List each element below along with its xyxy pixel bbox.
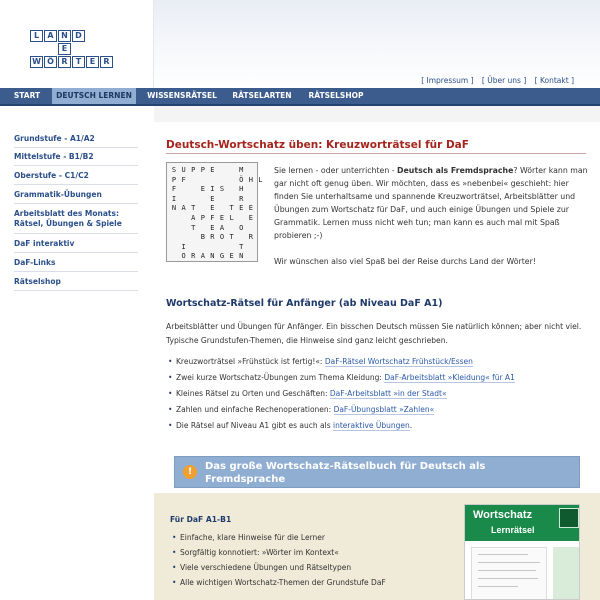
divider bbox=[14, 147, 138, 148]
cover-side-panel bbox=[553, 547, 579, 600]
divider bbox=[166, 153, 586, 154]
list-item: • Sorgfältig konnotiert: »Wörter im Kontext« bbox=[180, 548, 440, 557]
logo-area bbox=[0, 0, 154, 88]
main-content bbox=[154, 106, 600, 600]
cover-text-line bbox=[478, 562, 540, 563]
crossword-letter: E bbox=[248, 204, 253, 213]
book-banner[interactable] bbox=[174, 456, 580, 488]
main-nav bbox=[0, 88, 600, 106]
crossword-image bbox=[166, 162, 263, 262]
nav-start[interactable]: START bbox=[13, 91, 41, 100]
list-item-text: Die Rätsel auf Niveau A1 gibt es auch als bbox=[176, 421, 333, 430]
logo-letter: Ö bbox=[44, 56, 57, 68]
logo-letter: N bbox=[58, 30, 71, 42]
crossword-letter: E bbox=[239, 204, 244, 213]
list-item-tail: . bbox=[409, 421, 413, 430]
crossword-letter: R bbox=[191, 252, 196, 261]
cover-text-line bbox=[478, 570, 536, 571]
crossword-letter: A bbox=[219, 223, 225, 232]
crossword-letter: E bbox=[210, 204, 215, 213]
cover-text-line bbox=[478, 554, 528, 555]
divider bbox=[14, 184, 138, 185]
impressum-link[interactable]: [ Impressum ] bbox=[421, 76, 474, 85]
crossword-letter: R bbox=[210, 233, 215, 242]
site-logo[interactable] bbox=[30, 30, 124, 70]
nav-deutsch-lernen[interactable]: DEUTSCH LERNEN bbox=[52, 88, 136, 104]
crossword-letter: E bbox=[248, 214, 253, 222]
divider bbox=[14, 233, 138, 234]
crossword-letter: S bbox=[171, 166, 177, 174]
logo-letter: D bbox=[72, 30, 85, 42]
book-section bbox=[154, 493, 600, 600]
cover-grid-icon bbox=[559, 508, 579, 528]
crossword-letter: H bbox=[239, 185, 244, 194]
book-level-heading: Für DaF A1-B1 bbox=[170, 515, 232, 524]
list-item-link[interactable]: DaF-Arbeitsblatt »in der Stadt« bbox=[329, 389, 447, 398]
book-cover-image[interactable] bbox=[464, 504, 580, 600]
crossword-letter: P bbox=[191, 166, 196, 174]
list-item-link[interactable]: DaF-Rätsel Wortschatz Frühstück/Essen bbox=[324, 357, 473, 366]
crossword-letter: R bbox=[248, 233, 253, 242]
cover-text-line bbox=[478, 578, 538, 579]
list-item: • Viele verschiedene Übungen und Rätseltypen bbox=[180, 563, 440, 572]
sidebar-item-arbeitsblatt-sub[interactable]: Rätsel, Übungen & Spiele bbox=[14, 219, 122, 228]
crossword-letter: N bbox=[171, 204, 177, 213]
intro-text-rest: ? Wörter kann man gar nicht oft genug üben. Wir möchten, dass es »nebenbei« geschieht: hier finden Sie unterhaltsame und spannende Kreuzworträtsel, Arbeitsblätter und Übungen zum Wortschatz für DaF, und auch einige Übungen und Spiele zur Grammatik. Lernen muss nicht weh tun; man kann es auch mal mit Spaß probieren ;-) bbox=[274, 166, 588, 240]
list-item-link[interactable]: interaktive Übungen bbox=[333, 421, 410, 430]
crossword-letter: T bbox=[191, 223, 196, 232]
crossword-letter: E bbox=[210, 194, 215, 203]
crossword-letter: P bbox=[171, 175, 177, 184]
crossword-letter: A bbox=[181, 204, 186, 213]
crossword-letter: E bbox=[200, 185, 205, 194]
top-links bbox=[415, 76, 574, 85]
cover-page bbox=[471, 547, 547, 600]
list-item bbox=[176, 405, 586, 415]
crossword-letter: I bbox=[181, 242, 186, 251]
divider bbox=[14, 203, 138, 204]
crossword-letter: P bbox=[200, 214, 205, 222]
crossword-letter: F bbox=[181, 175, 186, 184]
about-link[interactable]: [ Über uns ] bbox=[481, 76, 527, 85]
list-item bbox=[176, 373, 586, 383]
nav-raetselshop[interactable]: RÄTSELSHOP bbox=[308, 91, 364, 100]
crossword-letter: H bbox=[248, 175, 253, 184]
crossword-letter: U bbox=[181, 166, 186, 174]
book-title: Das große Wortschatz-Rätselbuch für Deutsch als Fremdsprache bbox=[205, 461, 486, 485]
cover-title: Wortschatz bbox=[473, 509, 533, 521]
divider bbox=[14, 290, 138, 291]
crossword-letter: R bbox=[239, 194, 244, 203]
crossword-letter: L bbox=[258, 175, 263, 184]
list-item: • Einfache, klare Hinweise für die Lerner bbox=[180, 533, 440, 542]
sidebar-item-grundstufe[interactable]: Grundstufe - A1/A2 bbox=[14, 134, 95, 143]
intro-bold: Deutsch als Fremdsprache bbox=[397, 166, 514, 175]
crossword-letter: I bbox=[171, 194, 177, 203]
section-heading: Wortschatz-Rätsel für Anfänger (ab Niveau DaF A1) bbox=[166, 298, 443, 309]
list-item bbox=[176, 421, 586, 431]
crossword-letter: F bbox=[171, 185, 177, 194]
logo-letter: L bbox=[30, 30, 43, 42]
cover-text-line bbox=[478, 586, 518, 587]
crossword-letter: O bbox=[239, 223, 244, 232]
crossword-letter: O bbox=[219, 233, 225, 242]
sidebar-item-mittelstufe[interactable]: Mittelstufe - B1/B2 bbox=[14, 152, 94, 161]
logo-letter: R bbox=[58, 56, 71, 68]
crossword-letter: N bbox=[210, 252, 215, 261]
intro-text-part: Sie lernen - oder unterrichten - bbox=[274, 166, 398, 175]
sidebar bbox=[0, 106, 154, 600]
crossword-letter: T bbox=[191, 204, 196, 213]
cover-header bbox=[465, 505, 580, 541]
cover-subtitle: Lernrätsel bbox=[491, 525, 535, 535]
crossword-letter: G bbox=[219, 252, 225, 261]
crossword-letter: O bbox=[181, 252, 186, 261]
list-item-link[interactable]: DaF-Arbeitsblatt »Kleidung« für A1 bbox=[384, 373, 515, 382]
intro-text bbox=[274, 164, 592, 242]
nav-wissensraetsel[interactable]: WISSENSRÄTSEL bbox=[147, 91, 217, 100]
crossword-letter: I bbox=[210, 185, 215, 194]
logo-letter: T bbox=[72, 56, 85, 68]
sidebar-item-oberstufe[interactable]: Oberstufe - C1/C2 bbox=[14, 171, 89, 180]
crossword-letter: A bbox=[191, 214, 196, 222]
crossword-letter: S bbox=[219, 185, 225, 194]
crossword-letter: B bbox=[200, 233, 205, 242]
sidebar-item-arbeitsblatt[interactable]: Arbeitsblatt des Monats: bbox=[14, 209, 119, 218]
crossword-letter: E bbox=[219, 214, 225, 222]
contact-link[interactable]: [ Kontakt ] bbox=[534, 76, 574, 85]
crossword-letter: N bbox=[239, 252, 244, 261]
logo-letter: A bbox=[44, 30, 57, 42]
sidebar-item-grammatik[interactable]: Grammatik-Übungen bbox=[14, 190, 102, 199]
list-item-link[interactable]: DaF-Übungsblatt »Zahlen« bbox=[333, 405, 435, 414]
intro-wish: Wir wünschen also viel Spaß bei der Reise durchs Land der Wörter! bbox=[274, 257, 536, 266]
crossword-letter: E bbox=[210, 166, 215, 174]
crossword-letter: T bbox=[229, 233, 234, 242]
page-title: Deutsch-Wortschatz üben: Kreuzworträtsel für DaF bbox=[166, 139, 469, 151]
list-item bbox=[176, 389, 586, 399]
crossword-letter: F bbox=[210, 214, 215, 222]
nav-raetselarten[interactable]: RÄTSELARTEN bbox=[232, 91, 292, 100]
crossword-letter: P bbox=[200, 166, 205, 174]
list-item-text: Kleines Rätsel zu Orten und Geschäften: bbox=[176, 389, 330, 398]
logo-letter: E bbox=[86, 56, 99, 68]
list-item bbox=[176, 357, 586, 367]
crossword-letter: E bbox=[229, 252, 234, 261]
list-item-text: Zwei kurze Wortschatz-Übungen zum Thema Kleidung: bbox=[176, 373, 385, 382]
logo-letter: W bbox=[30, 56, 43, 68]
crossword-letter: A bbox=[200, 252, 205, 261]
crossword-letter: Ö bbox=[239, 175, 244, 184]
logo-letter: E bbox=[58, 43, 71, 55]
header bbox=[0, 0, 600, 88]
divider bbox=[14, 165, 138, 166]
list-item: • Alle wichtigen Wortschatz-Themen der Grundstufe DaF bbox=[180, 578, 440, 587]
section-paragraph: Arbeitsblätter und Übungen für Anfänger. Ein bisschen Deutsch müssen Sie natürlich können; aber nicht viel. Typische Grundstufen-Themen, die Hinweise sind ganz leicht geschrieben. bbox=[166, 322, 582, 345]
crossword-letter: L bbox=[229, 214, 234, 222]
crossword-letter: M bbox=[239, 166, 244, 174]
crossword-letter: E bbox=[210, 223, 215, 232]
divider bbox=[14, 271, 138, 272]
sidebar-item-daf-links[interactable]: DaF-Links bbox=[14, 258, 56, 267]
list-item-text: Kreuzworträtsel »Frühstück ist fertig!«: bbox=[176, 357, 325, 366]
header-banner bbox=[154, 0, 600, 88]
list-item-text: Zahlen und einfache Rechenoperationen: bbox=[176, 405, 334, 414]
sidebar-item-daf-interaktiv[interactable]: DaF interaktiv bbox=[14, 239, 75, 248]
info-icon: ! bbox=[183, 465, 197, 479]
crossword-letter: T bbox=[239, 242, 244, 251]
logo-letter: R bbox=[100, 56, 113, 68]
sidebar-item-raetselshop[interactable]: Rätselshop bbox=[14, 277, 61, 286]
divider bbox=[14, 252, 138, 253]
crossword-letter: T bbox=[229, 204, 234, 213]
